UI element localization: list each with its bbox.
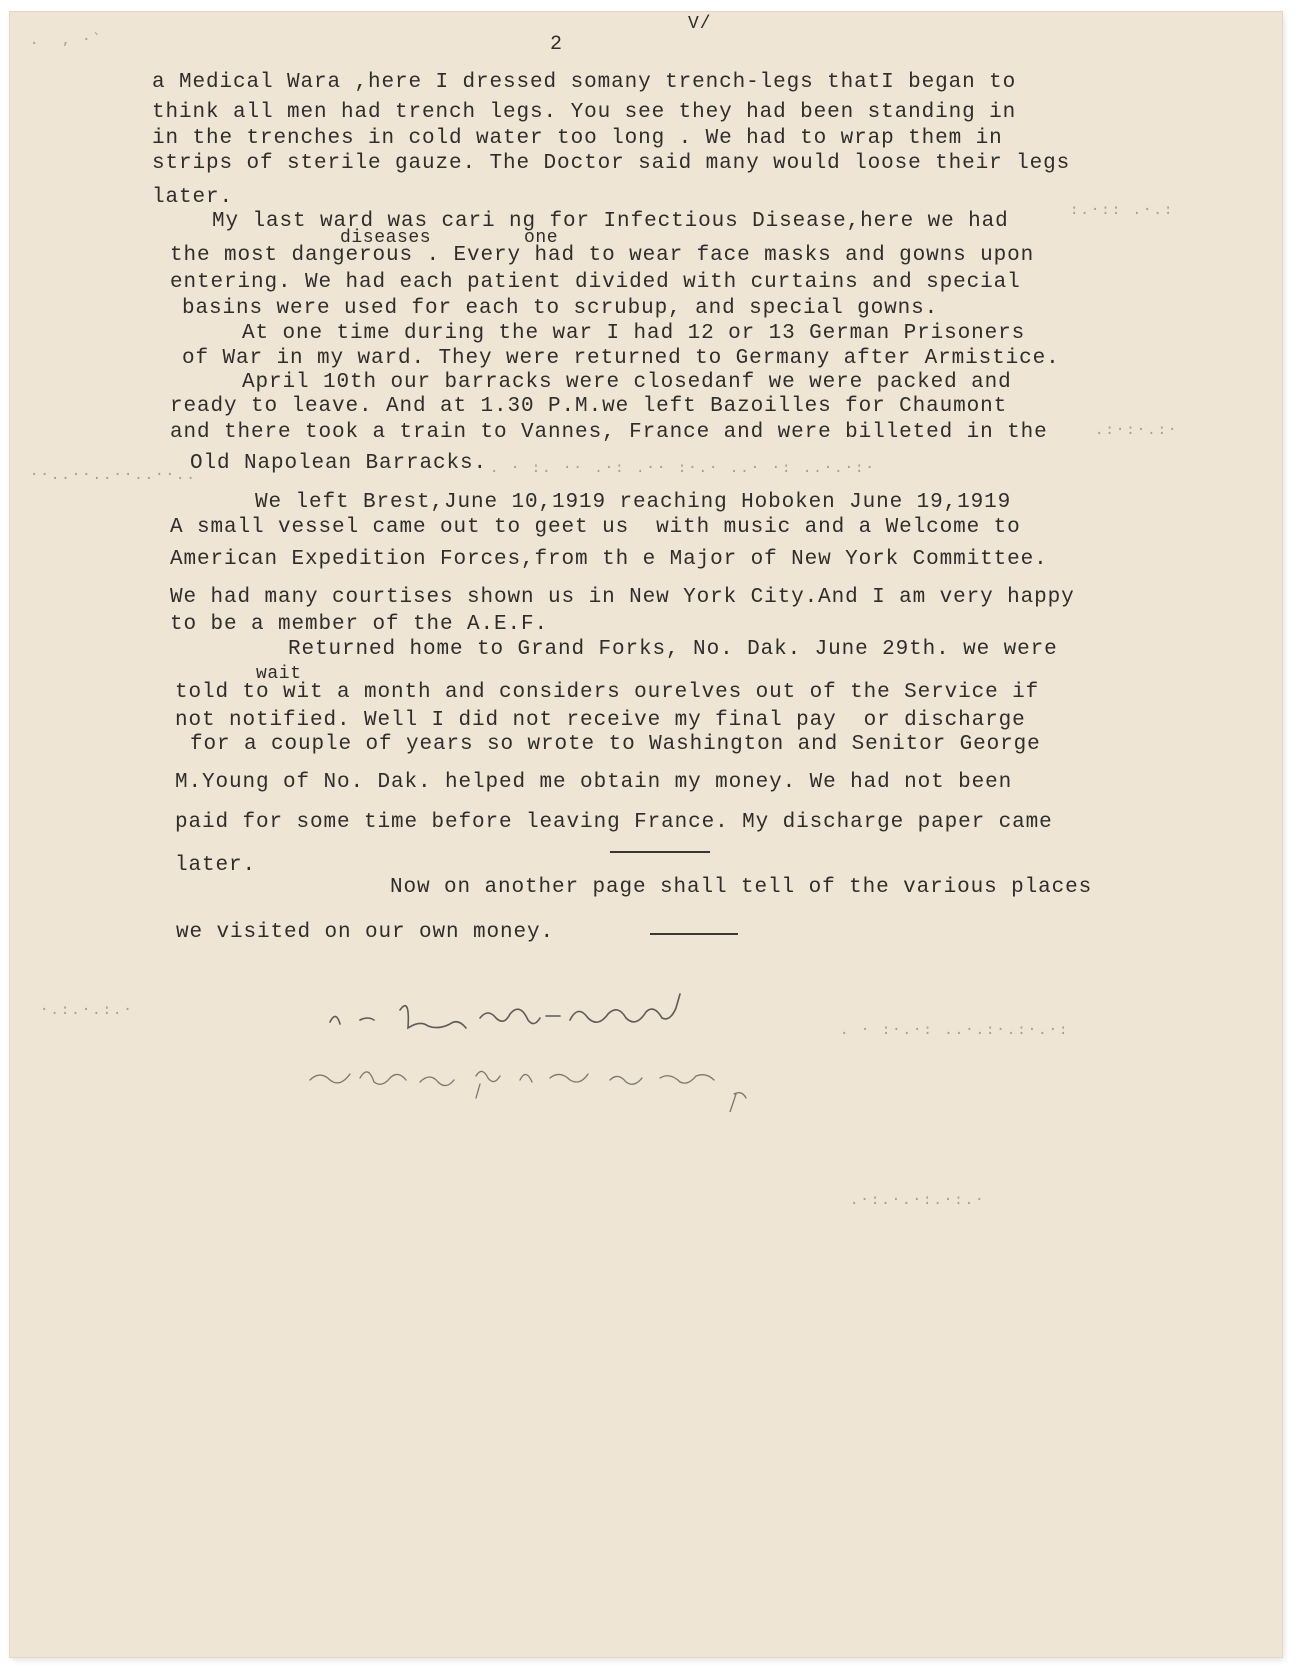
interlinear-insert: one [524, 228, 559, 248]
body-line: basins were used for each to scrubup, and special gowns. [182, 297, 939, 320]
body-line: to be a member of the A.E.F. [170, 613, 549, 636]
body-line: Now on another page shall tell of the various places [390, 876, 1093, 899]
body-line: entering. We had each patient divided with curtains and special [170, 271, 1021, 294]
stain-mark: . · :·.·: ..·.:·.:·.·: [840, 1022, 1070, 1038]
body-line: the most dangerous . Every had to wear face masks and gowns upon [170, 244, 1035, 267]
body-line: not notified. Well I did not receive my final pay or discharge [175, 709, 1026, 732]
body-line: later. [175, 854, 257, 877]
interlinear-insert: wait [256, 664, 302, 684]
body-line: and there took a train to Vannes, France and were billeted in the [170, 421, 1048, 444]
body-line: Old Napolean Barracks. [190, 452, 488, 475]
stain-mark: ·.:.·.:.· [40, 1002, 134, 1018]
stain-mark: .·:.·.·:.·:.· [850, 1192, 986, 1208]
body-line: strips of sterile gauze. The Doctor said many would loose their legs [152, 152, 1071, 175]
handwritten-note-2 [290, 1052, 890, 1112]
body-line: we visited on our own money. [176, 921, 555, 944]
interlinear-insert: diseases [340, 228, 432, 248]
body-line: of War in my ward. They were returned to Germany after Armistice. [182, 347, 1060, 370]
body-line: American Expedition Forces,from th e Major of New York Committee. [170, 548, 1048, 571]
stain-mark: . · :. ·· .·: .·· :·.· ..· ·: ..·.·:· [490, 460, 876, 476]
body-line: A small vessel came out to geet us with music and a Welcome to [170, 516, 1021, 539]
document-page [10, 12, 1282, 1657]
body-line: At one time during the war I had 12 or 13 German Prisoners [242, 322, 1026, 345]
body-line: think all men had trench legs. You see they had been standing in [152, 101, 1017, 124]
body-line: My last ward was cari ng for Infectious Disease,here we had [212, 210, 1009, 233]
stain-mark: . , ·` [30, 32, 104, 48]
body-line: a Medical Wara ,here I dressed somany trench-legs thatI began to [152, 71, 1017, 94]
underline-rule [650, 933, 738, 935]
body-line: later. [152, 186, 234, 209]
body-line: for a couple of years so wrote to Washington and Senitor George [190, 733, 1041, 756]
stain-mark: :.·:: .·.: [1070, 202, 1175, 218]
underline-rule [610, 851, 710, 853]
body-line: April 10th our barracks were closedanf we were packed and [242, 371, 1012, 394]
body-line: ready to leave. And at 1.30 P.M.we left Bazoilles for Chaumont [170, 395, 1008, 418]
top-mark: V/ [688, 14, 712, 34]
body-line: We left Brest,June 10,1919 reaching Hoboken June 19,1919 [255, 491, 1012, 514]
body-line: Returned home to Grand Forks, No. Dak. June 29th. we were [288, 638, 1058, 661]
page-number: 2 [550, 33, 563, 56]
body-line: in the trenches in cold water too long . We had to wrap them in [152, 127, 1003, 150]
stain-mark: ··..··..··..··.. [30, 467, 197, 483]
stain-mark: .:·:·.:· [1095, 422, 1179, 438]
body-line: M.Young of No. Dak. helped me obtain my money. We had not been [175, 771, 1013, 794]
handwritten-note-1 [310, 990, 830, 1040]
body-line: told to wit a month and considers ourelves out of the Service if [175, 681, 1040, 704]
body-line: paid for some time before leaving France. My discharge paper came [175, 811, 1053, 834]
body-line: We had many courtises shown us in New York City.And I am very happy [170, 586, 1075, 609]
